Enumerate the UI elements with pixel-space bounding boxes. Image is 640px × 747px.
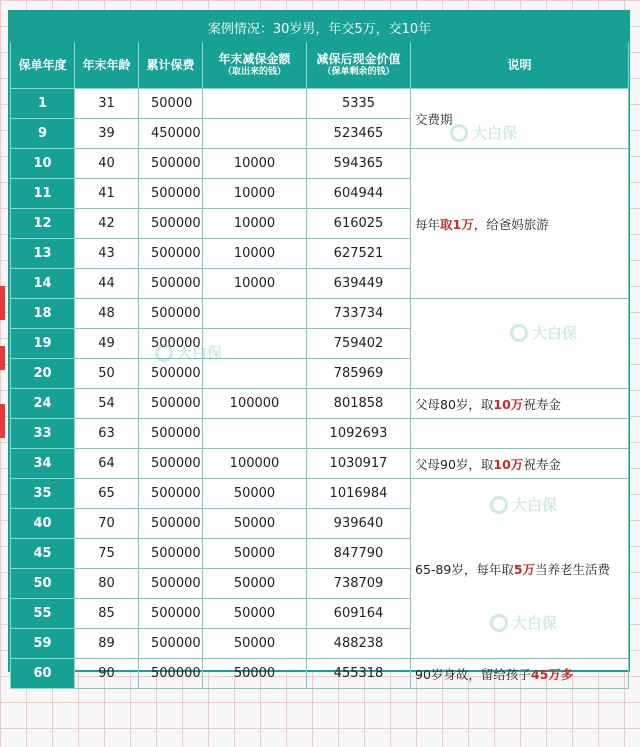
watermark-text: 大白保 — [532, 324, 578, 342]
note-annual-pre: 每年 — [415, 216, 441, 232]
cell-premium: 500000 — [139, 179, 203, 209]
header-premium: 累计保费 — [139, 42, 203, 89]
cell-cash: 455318 — [307, 659, 411, 689]
cell-age: 54 — [75, 389, 139, 419]
cell-premium: 500000 — [139, 149, 203, 179]
note-empty — [411, 299, 629, 389]
table-row — [11, 89, 629, 119]
cell-withdraw: 100000 — [203, 449, 307, 479]
table-caption: 案例情况：30岁男，年交5万，交10年 — [11, 13, 629, 42]
cell-withdraw — [203, 419, 307, 449]
note-p90-pre: 父母90岁，取 — [415, 456, 494, 472]
cell-withdraw: 10000 — [203, 149, 307, 179]
edge-mark-bottom — [0, 404, 5, 438]
cell-year: 18 — [11, 299, 75, 329]
edge-mark-mid — [0, 346, 5, 370]
note-empty — [411, 419, 629, 449]
cell-age: 90 — [75, 659, 139, 689]
cell-premium: 500000 — [139, 569, 203, 599]
header-withdraw-sub: （取出来的钱） — [222, 66, 286, 77]
cell-age: 42 — [75, 209, 139, 239]
cell-age: 63 — [75, 419, 139, 449]
cell-age: 85 — [75, 599, 139, 629]
note-retire-post: 当养老生活费 — [535, 561, 611, 577]
cell-year: 20 — [11, 359, 75, 389]
cell-withdraw: 100000 — [203, 389, 307, 419]
cell-year: 34 — [11, 449, 75, 479]
note-death-benefit — [411, 659, 629, 689]
cell-premium: 500000 — [139, 329, 203, 359]
cell-cash: 488238 — [307, 629, 411, 659]
cell-premium: 50000 — [139, 89, 203, 119]
cell-premium: 500000 — [139, 299, 203, 329]
cell-year: 19 — [11, 329, 75, 359]
cell-premium: 500000 — [139, 479, 203, 509]
cell-withdraw: 50000 — [203, 569, 307, 599]
cell-cash: 733734 — [307, 299, 411, 329]
cell-year: 14 — [11, 269, 75, 299]
cell-withdraw: 50000 — [203, 509, 307, 539]
cell-cash: 627521 — [307, 239, 411, 269]
policy-table-card — [8, 10, 630, 682]
cell-age: 50 — [75, 359, 139, 389]
cell-withdraw: 10000 — [203, 269, 307, 299]
note-p90-post: 祝寿金 — [523, 456, 561, 472]
cell-age: 39 — [75, 119, 139, 149]
cell-year: 24 — [11, 389, 75, 419]
cell-year: 1 — [11, 89, 75, 119]
cell-year: 35 — [11, 479, 75, 509]
cell-withdraw: 10000 — [203, 209, 307, 239]
note-p80-highlight: 10万 — [493, 396, 524, 412]
cell-withdraw — [203, 329, 307, 359]
cell-age: 31 — [75, 89, 139, 119]
cell-withdraw: 50000 — [203, 599, 307, 629]
cell-cash: 801858 — [307, 389, 411, 419]
cell-year: 50 — [11, 569, 75, 599]
cell-year: 45 — [11, 539, 75, 569]
cell-withdraw: 50000 — [203, 659, 307, 689]
note-retirement — [411, 479, 629, 659]
header-cash-sub: （保单剩余的钱） — [322, 66, 395, 77]
note-retire-highlight: 5万 — [513, 561, 536, 577]
cell-age: 44 — [75, 269, 139, 299]
watermark-text: 大白保 — [512, 496, 558, 514]
cell-premium: 500000 — [139, 629, 203, 659]
cell-cash: 604944 — [307, 179, 411, 209]
cell-withdraw — [203, 89, 307, 119]
header-withdraw-label: 年末减保金额 — [218, 51, 291, 66]
cell-cash: 1092693 — [307, 419, 411, 449]
cell-age: 65 — [75, 479, 139, 509]
cell-withdraw — [203, 359, 307, 389]
cell-cash: 785969 — [307, 359, 411, 389]
cell-premium: 500000 — [139, 359, 203, 389]
cell-year: 10 — [11, 149, 75, 179]
cell-cash: 1030917 — [307, 449, 411, 479]
cell-cash: 609164 — [307, 599, 411, 629]
cell-age: 75 — [75, 539, 139, 569]
cell-year: 55 — [11, 599, 75, 629]
header-row — [11, 42, 629, 89]
cell-age: 41 — [75, 179, 139, 209]
watermark-text: 大白保 — [472, 124, 518, 142]
cell-withdraw — [203, 119, 307, 149]
note-p80-pre: 父母80岁，取 — [415, 396, 494, 412]
cell-premium: 500000 — [139, 449, 203, 479]
cell-year: 11 — [11, 179, 75, 209]
cell-premium: 500000 — [139, 599, 203, 629]
header-note: 说明 — [411, 42, 629, 89]
cell-withdraw: 50000 — [203, 629, 307, 659]
note-death-highlight: 45万多 — [530, 666, 574, 682]
cell-premium: 500000 — [139, 419, 203, 449]
watermark-text: 大白保 — [177, 344, 223, 362]
table-row — [11, 449, 629, 479]
cell-year: 13 — [11, 239, 75, 269]
cell-age: 40 — [75, 149, 139, 179]
cell-year: 40 — [11, 509, 75, 539]
cell-cash: 639449 — [307, 269, 411, 299]
cell-premium: 500000 — [139, 389, 203, 419]
note-parents-90 — [411, 449, 629, 479]
note-p90-highlight: 10万 — [493, 456, 524, 472]
table-row — [11, 419, 629, 449]
header-age: 年末年龄 — [75, 42, 139, 89]
header-cash-label: 减保后现金价值 — [316, 51, 401, 66]
cell-withdraw: 10000 — [203, 179, 307, 209]
cell-year: 9 — [11, 119, 75, 149]
table-row — [11, 389, 629, 419]
note-annual-travel — [411, 149, 629, 299]
cell-age: 80 — [75, 569, 139, 599]
policy-table — [10, 12, 629, 689]
cell-premium: 500000 — [139, 539, 203, 569]
watermark-text: 大白保 — [512, 614, 558, 632]
cell-cash: 616025 — [307, 209, 411, 239]
cell-year: 60 — [11, 659, 75, 689]
header-cash — [307, 42, 411, 89]
cell-premium: 500000 — [139, 239, 203, 269]
note-p80-post: 祝寿金 — [523, 396, 561, 412]
edge-mark-top — [0, 286, 5, 320]
cell-year: 33 — [11, 419, 75, 449]
cell-withdraw: 10000 — [203, 239, 307, 269]
note-annual-highlight: 取1万 — [440, 216, 474, 232]
cell-withdraw: 50000 — [203, 479, 307, 509]
cell-withdraw: 50000 — [203, 539, 307, 569]
cell-cash: 759402 — [307, 329, 411, 359]
note-annual-post: ，给爸妈旅游 — [473, 216, 549, 232]
cell-premium: 500000 — [139, 209, 203, 239]
cell-cash: 847790 — [307, 539, 411, 569]
cell-premium: 500000 — [139, 509, 203, 539]
cell-premium: 500000 — [139, 659, 203, 689]
cell-premium: 450000 — [139, 119, 203, 149]
cell-withdraw — [203, 299, 307, 329]
table-row — [11, 299, 629, 329]
header-withdraw — [203, 42, 307, 89]
cell-age: 89 — [75, 629, 139, 659]
table-row — [11, 479, 629, 509]
note-pay-period: 交费期 — [411, 89, 629, 149]
cell-age: 48 — [75, 299, 139, 329]
table-row — [11, 659, 629, 689]
cell-year: 12 — [11, 209, 75, 239]
cell-age: 49 — [75, 329, 139, 359]
note-parents-80 — [411, 389, 629, 419]
cell-cash: 939640 — [307, 509, 411, 539]
table-row — [11, 149, 629, 179]
cell-premium: 500000 — [139, 269, 203, 299]
cell-age: 70 — [75, 509, 139, 539]
note-retire-pre: 65-89岁，每年取 — [415, 561, 514, 577]
cell-cash: 5335 — [307, 89, 411, 119]
cell-age: 43 — [75, 239, 139, 269]
cell-age: 64 — [75, 449, 139, 479]
cell-cash: 594365 — [307, 149, 411, 179]
cell-cash: 1016984 — [307, 479, 411, 509]
cell-cash: 738709 — [307, 569, 411, 599]
cell-cash: 523465 — [307, 119, 411, 149]
note-death-pre: 90岁身故，留给孩子 — [415, 666, 531, 682]
header-year: 保单年度 — [11, 42, 75, 89]
cell-year: 59 — [11, 629, 75, 659]
